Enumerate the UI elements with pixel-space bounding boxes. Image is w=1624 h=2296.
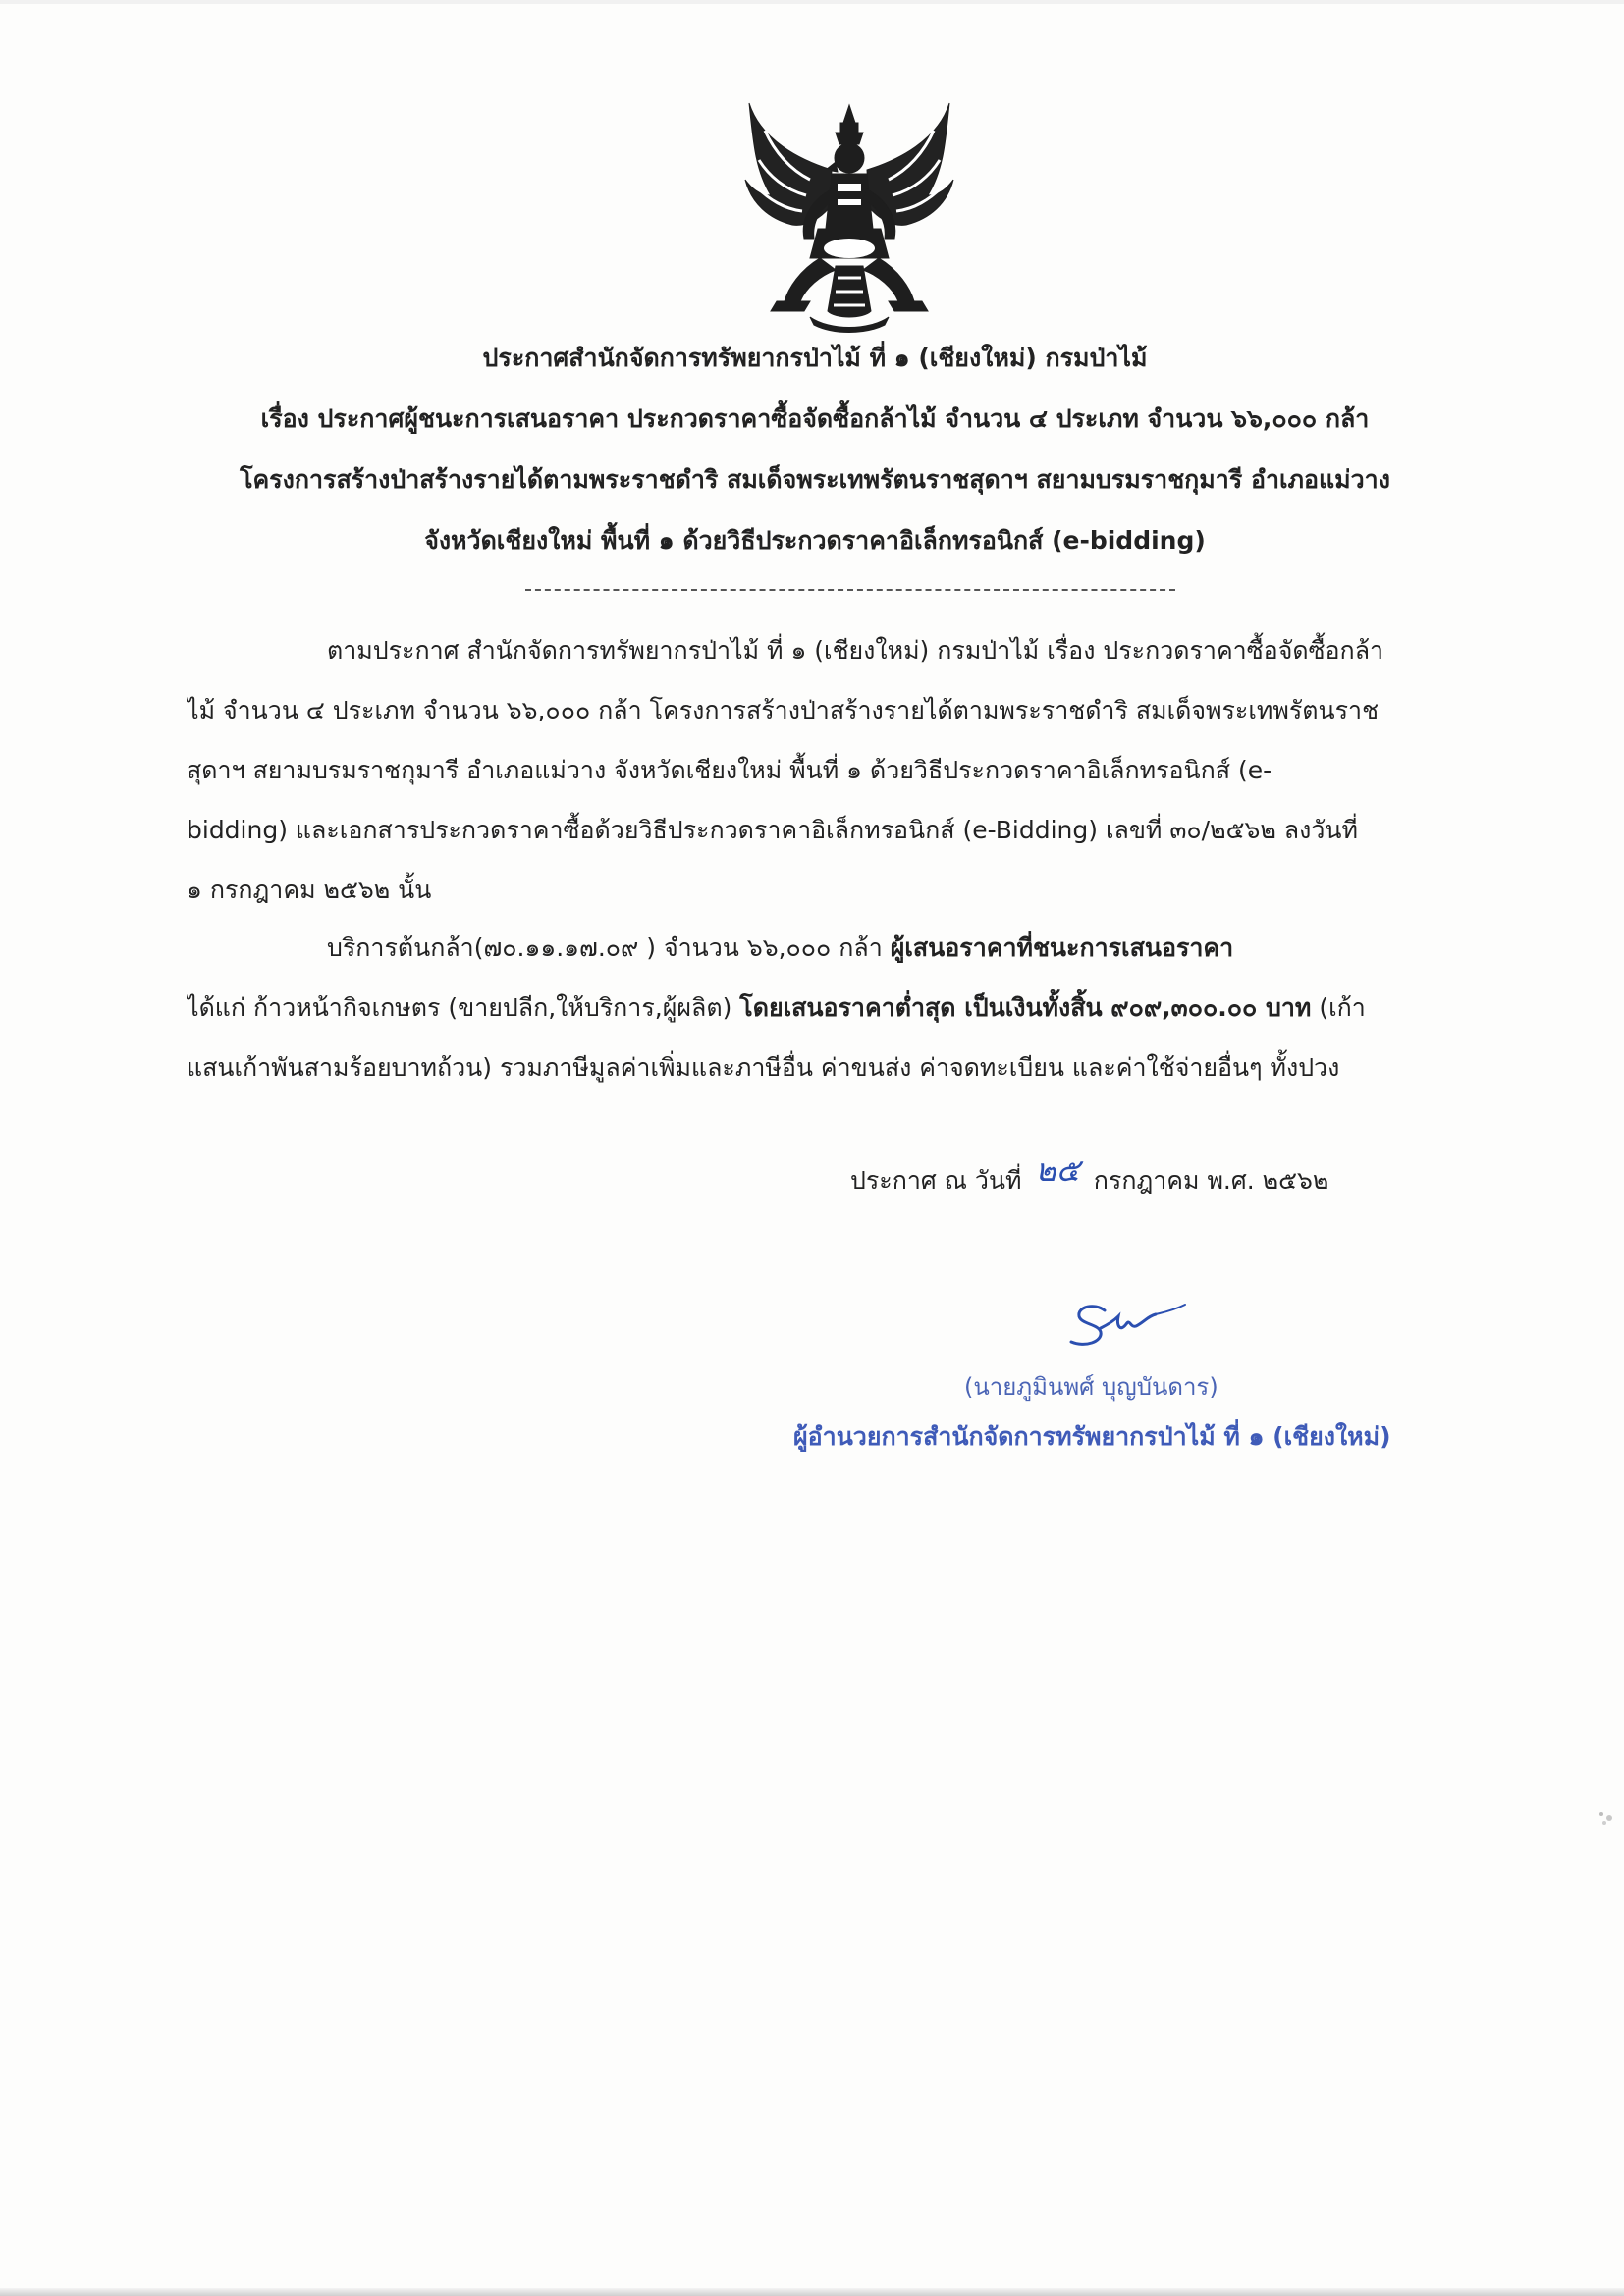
winner-label: ผู้เสนอราคาที่ชนะการเสนอราคา xyxy=(890,934,1234,962)
body-paragraph-2 xyxy=(187,918,1502,1097)
paragraph-line xyxy=(187,918,1502,978)
paragraph-line: แสนเก้าพันสามร้อยบาทถ้วน) รวมภาษีมูลค่าเพิ่มและภาษีอื่น ค่าขนส่ง ค่าจดทะเบียน และค่าใช้จ่ายอื่นๆ ทั้งปวง xyxy=(187,1053,1340,1082)
title-line: โครงการสร้างป่าสร้างรายได้ตามพระราชดำริ สมเด็จพระเทพรัตนราชสุดาฯ สยามบรมราชกุมารี อำเภอแม่วาง xyxy=(240,465,1390,494)
service-item-text: บริการต้นกล้า(๗๐.๑๑.๑๗.๐๙ ) จำนวน ๖๖,๐๐๐ กล้า xyxy=(327,934,891,962)
scan-speck-icon xyxy=(1596,1808,1617,1828)
paragraph-line: bidding) และเอกสารประกวดราคาซื้อด้วยวิธีประกวดราคาอิเล็กทรอนิกส์ (e-Bidding) เลขที่ ๓๐/๒๕๖๒ ลงวันที่ xyxy=(187,816,1358,844)
signer-title: ผู้อำนวยการสำนักจัดการทรัพยากรป่าไม้ ที่ ๑ (เชียงใหม่) xyxy=(793,1422,1391,1451)
paragraph-line: ไม้ จำนวน ๔ ประเภท จำนวน ๖๖,๐๐๐ กล้า โครงการสร้างป่าสร้างรายได้ตามพระราชดำริ สมเด็จพระเทพรัตนราช xyxy=(187,696,1380,724)
winning-price: โดยเสนอราคาต่ำสุด เป็นเงินทั้งสิ้น ๙๐๙,๓๐๐.๐๐ บาท xyxy=(739,993,1312,1022)
scan-edge-bottom xyxy=(0,2288,1624,2296)
announcement-date xyxy=(850,1153,1328,1203)
paragraph-line: ๑ กรกฎาคม ๒๕๖๒ นั้น xyxy=(187,876,432,904)
signer-name: (นายภูมินพศ์ บุญบันดาร) xyxy=(964,1373,1218,1401)
title-line: จังหวัดเชียงใหม่ พื้นที่ ๑ ด้วยวิธีประกวดราคาอิเล็กทรอนิกส์ (e-bidding) xyxy=(424,526,1206,555)
price-words-start: (เก้า xyxy=(1311,993,1366,1022)
paragraph-line: สุดาฯ สยามบรมราชกุมารี อำเภอแม่วาง จังหวัดเชียงใหม่ พื้นที่ ๑ ด้วยวิธีประกวดราคาอิเล็กทรอนิกส์ (e- xyxy=(187,756,1272,784)
scan-edge-top xyxy=(0,0,1624,4)
winner-name: ได้แก่ ก้าวหน้ากิจเกษตร (ขายปลีก,ให้บริการ,ผู้ผลิต) xyxy=(187,993,740,1022)
handwritten-signature-icon xyxy=(1065,1299,1193,1358)
document-title xyxy=(157,328,1473,571)
paragraph-line xyxy=(187,978,1502,1038)
paragraph-line: ตามประกาศ สำนักจัดการทรัพยากรป่าไม้ ที่ ๑ (เชียงใหม่) กรมป่าไม้ เรื่อง ประกวดราคาซื้อจัดซื้อกล้า xyxy=(327,636,1384,665)
announcement-prefix: ประกาศ ณ วันที่ xyxy=(850,1166,1022,1195)
title-divider xyxy=(525,589,1175,591)
body-paragraph-1 xyxy=(187,620,1502,920)
title-line: เรื่อง ประกาศผู้ชนะการเสนอราคา ประกวดราคาซื้อจัดซื้อกล้าไม้ จำนวน ๔ ประเภท จำนวน ๖๖,๐๐๐ กล้า xyxy=(260,404,1370,433)
garuda-emblem-icon xyxy=(741,101,957,333)
announcement-suffix: กรกฎาคม พ.ศ. ๒๕๖๒ xyxy=(1093,1166,1329,1195)
title-line: ประกาศสำนักจัดการทรัพยากรป่าไม้ ที่ ๑ (เชียงใหม่) กรมป่าไม้ xyxy=(482,344,1148,372)
handwritten-day: ๒๕ xyxy=(1035,1151,1080,1189)
